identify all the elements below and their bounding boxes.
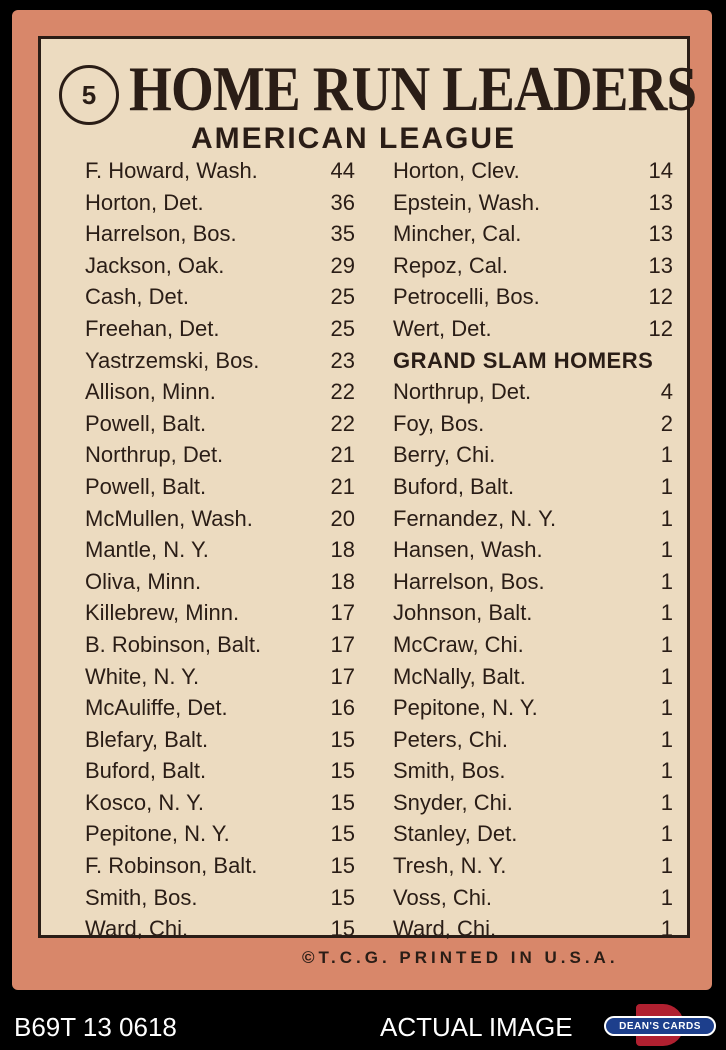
home-run-count: 15 [330, 726, 355, 752]
leader-row [393, 439, 673, 471]
home-run-count: 1 [660, 631, 673, 657]
player-name: White, N. Y. [85, 663, 200, 689]
home-run-count: 1 [660, 726, 673, 752]
leader-row [393, 818, 673, 850]
player-name: Harrelson, Bos. [393, 568, 545, 594]
home-run-count: 15 [330, 789, 355, 815]
player-name: Powell, Balt. [85, 410, 207, 436]
card-back-panel [38, 36, 697, 942]
player-name: Cash, Det. [85, 284, 189, 310]
home-run-count: 1 [660, 505, 673, 531]
leader-row [85, 787, 355, 819]
player-name: Epstein, Wash. [393, 189, 541, 215]
home-run-count: 1 [660, 758, 673, 784]
player-name: Pepitone, N. Y. [393, 695, 538, 721]
home-run-count: 1 [660, 853, 673, 879]
leader-row [85, 218, 355, 250]
home-run-count: 25 [330, 284, 355, 310]
player-name: Buford, Balt. [85, 758, 207, 784]
player-name: Ward, Chi. [85, 916, 189, 942]
home-run-count: 1 [660, 789, 673, 815]
leader-row [393, 629, 673, 661]
leader-row [85, 534, 355, 566]
leader-row [85, 629, 355, 661]
home-run-count: 12 [648, 284, 673, 310]
home-run-count: 15 [330, 758, 355, 784]
home-run-count: 15 [330, 853, 355, 879]
leader-row [85, 439, 355, 471]
leader-row [393, 755, 673, 787]
right-leaders-column [393, 155, 673, 945]
player-name: Tresh, N. Y. [393, 853, 507, 879]
copyright-line: ©T.C.G. PRINTED IN U.S.A. [302, 948, 619, 967]
leader-row [393, 503, 673, 535]
home-run-count: 1 [660, 442, 673, 468]
leader-row [393, 787, 673, 819]
catalog-id: B69T 13 0618 [14, 1012, 177, 1042]
home-run-count: 14 [648, 158, 673, 183]
home-run-count: 21 [330, 442, 355, 468]
home-run-count: 1 [660, 473, 673, 499]
home-run-count: 13 [648, 189, 673, 215]
player-name: Powell, Balt. [85, 473, 207, 499]
home-run-count: 13 [648, 252, 673, 278]
player-name: Northrup, Det. [393, 379, 532, 405]
player-name: Yastrzemski, Bos. [85, 347, 260, 373]
leader-row [393, 218, 673, 250]
leader-row [85, 471, 355, 503]
home-run-count: 29 [330, 252, 355, 278]
logo-text: DEAN'S CARDS [619, 1020, 701, 1032]
player-name: Wert, Det. [393, 315, 492, 341]
home-run-count: 23 [330, 347, 355, 373]
leader-row [85, 566, 355, 598]
leader-row [393, 376, 673, 408]
home-run-count: 17 [330, 631, 355, 657]
home-run-count: 25 [330, 315, 355, 341]
home-run-count: 16 [330, 695, 355, 721]
player-name: Blefary, Balt. [85, 726, 209, 752]
home-run-count: 22 [330, 410, 355, 436]
leader-row [85, 313, 355, 345]
home-run-count: 1 [660, 821, 673, 847]
home-run-count: 1 [660, 663, 673, 689]
leader-row [393, 692, 673, 724]
player-name: Smith, Bos. [393, 758, 506, 784]
player-name: Buford, Balt. [393, 473, 515, 499]
leader-row [85, 724, 355, 756]
actual-image-label: ACTUAL IMAGE [380, 1012, 573, 1042]
leader-row [393, 313, 673, 345]
player-name: Voss, Chi. [393, 884, 493, 910]
leader-row [85, 913, 355, 945]
player-name: McAuliffe, Det. [85, 695, 228, 721]
home-run-count: 18 [330, 537, 355, 563]
leader-row [393, 913, 673, 945]
player-name: Kosco, N. Y. [85, 789, 205, 815]
home-run-count: 12 [648, 315, 673, 341]
player-name: McCraw, Chi. [393, 631, 524, 657]
player-name: Freehan, Det. [85, 315, 220, 341]
player-name: Peters, Chi. [393, 726, 508, 752]
baseball-card [12, 10, 712, 990]
leader-row [85, 692, 355, 724]
home-run-count: 1 [660, 537, 673, 563]
leader-row [393, 408, 673, 440]
player-name: Harrelson, Bos. [85, 221, 237, 247]
leader-row [393, 187, 673, 219]
player-name: Johnson, Balt. [393, 600, 533, 626]
player-name: Snyder, Chi. [393, 789, 513, 815]
leader-row [85, 597, 355, 629]
home-run-count: 1 [660, 695, 673, 721]
player-name: Pepitone, N. Y. [85, 821, 230, 847]
player-name: F. Robinson, Balt. [85, 853, 258, 879]
player-name: Smith, Bos. [85, 884, 198, 910]
home-run-count: 17 [330, 663, 355, 689]
player-name: Foy, Bos. [393, 410, 485, 436]
home-run-count: 21 [330, 473, 355, 499]
leader-row [393, 566, 673, 598]
player-name: McNally, Balt. [393, 663, 526, 689]
leader-row [393, 661, 673, 693]
home-run-count: 36 [330, 189, 355, 215]
leader-row [85, 376, 355, 408]
player-name: Stanley, Det. [393, 821, 518, 847]
home-run-count: 2 [660, 410, 673, 436]
player-name: Repoz, Cal. [393, 252, 508, 278]
grand-slam-heading-row [393, 345, 673, 377]
leader-row [85, 281, 355, 313]
leader-row [393, 850, 673, 882]
leader-row [85, 850, 355, 882]
leader-row [85, 661, 355, 693]
player-name: Oliva, Minn. [85, 568, 202, 594]
player-name: Allison, Minn. [85, 379, 216, 405]
leader-row [85, 345, 355, 377]
home-run-count: 20 [330, 505, 355, 531]
player-name: Horton, Clev. [393, 158, 520, 183]
player-name: Hansen, Wash. [393, 537, 543, 563]
home-run-count: 15 [330, 821, 355, 847]
player-name: B. Robinson, Balt. [85, 631, 262, 657]
home-run-count: 1 [660, 884, 673, 910]
home-run-count: 22 [330, 379, 355, 405]
player-name: Jackson, Oak. [85, 252, 225, 278]
home-run-count: 1 [660, 916, 673, 942]
player-name: McMullen, Wash. [85, 505, 253, 531]
home-run-count: 4 [660, 379, 673, 405]
leader-row [393, 534, 673, 566]
leader-row [85, 503, 355, 535]
home-run-count: 15 [330, 916, 355, 942]
leader-row [85, 882, 355, 914]
leader-row [85, 408, 355, 440]
leader-row [393, 724, 673, 756]
player-name: Fernandez, N. Y. [393, 505, 557, 531]
home-run-count: 35 [330, 221, 355, 247]
card-number-badge [59, 65, 119, 125]
deans-cards-logo [600, 1004, 720, 1046]
home-run-count: 13 [648, 221, 673, 247]
logo-band [604, 1016, 716, 1036]
player-name: Northrup, Det. [85, 442, 224, 468]
leader-row [85, 187, 355, 219]
player-name: Killebrew, Minn. [85, 600, 240, 626]
player-name: Ward, Chi. [393, 916, 497, 942]
player-name: Mantle, N. Y. [85, 537, 209, 563]
leader-row [393, 882, 673, 914]
card-title: HOME RUN LEADERS [129, 53, 697, 124]
leader-row [85, 250, 355, 282]
player-name: Petrocelli, Bos. [393, 284, 540, 310]
home-run-count: 17 [330, 600, 355, 626]
leader-row [393, 471, 673, 503]
player-name: Mincher, Cal. [393, 221, 522, 247]
home-run-count: 1 [660, 568, 673, 594]
leader-row [85, 818, 355, 850]
home-run-count: 15 [330, 884, 355, 910]
player-name: F. Howard, Wash. [85, 158, 258, 183]
home-run-count: 18 [330, 568, 355, 594]
leader-row [393, 281, 673, 313]
player-name: Berry, Chi. [393, 442, 496, 468]
grand-slam-heading: GRAND SLAM HOMERS [393, 347, 654, 373]
league-subtitle: AMERICAN LEAGUE [191, 122, 517, 155]
card-number: 5 [81, 79, 97, 110]
leader-row [393, 250, 673, 282]
leader-row [393, 155, 673, 187]
player-name: Horton, Det. [85, 189, 204, 215]
leader-row [85, 755, 355, 787]
home-run-count: 44 [330, 158, 355, 183]
leader-row [393, 597, 673, 629]
home-run-count: 1 [660, 600, 673, 626]
left-leaders-column [85, 155, 355, 945]
leader-row [85, 155, 355, 187]
